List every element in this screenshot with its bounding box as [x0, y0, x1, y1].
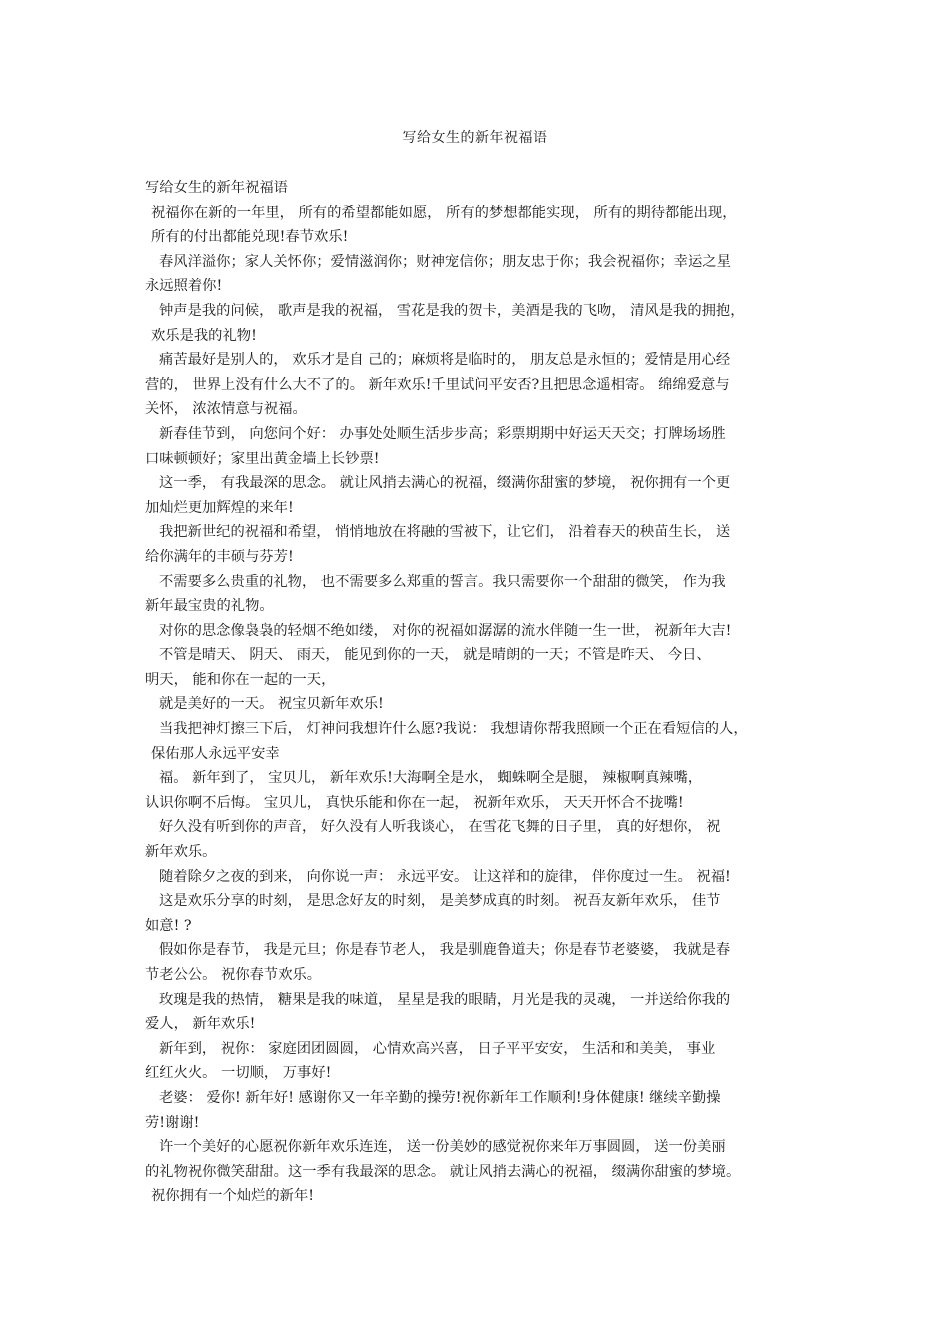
text-line: 就是美好的一天。 祝宝贝新年欢乐!	[159, 696, 384, 713]
text-line: 给你满年的丰硕与芬芳!	[145, 548, 294, 565]
text-line: 祝你拥有一个灿烂的新年!	[151, 1188, 315, 1205]
text-line: 写给女生的新年祝福语	[145, 180, 288, 196]
text-line: 红红火火。 一切顺， 万事好!	[145, 1065, 332, 1082]
text-line: 所有的付出都能兑现!春节欢乐!	[151, 229, 349, 246]
text-line: 新年到， 祝你： 家庭团团圆圆， 心情欢高兴喜， 日子平平安安， 生活和和美美， 事业	[159, 1040, 716, 1057]
text-line: 当我把神灯擦三下后， 灯神问我想许什么愿?我说： 我想请你帮我照顾一个正在看短信的人，	[159, 721, 748, 738]
text-line: 这是欢乐分享的时刻， 是思念好友的时刻， 是美梦成真的时刻。 祝吾友新年欢乐， 佳节	[159, 893, 721, 910]
text-line: 的礼物祝你微笑甜甜。这一季有我最深的思念。 就让风捎去满心的祝福， 缀满你甜蜜的梦境。	[145, 1163, 741, 1180]
text-line: 保佑那人永远平安幸	[151, 745, 280, 762]
text-line: 钟声是我的问候， 歌声是我的祝福， 雪花是我的贺卡，美酒是我的飞吻， 清风是我的拥抱，	[159, 302, 745, 319]
text-line: 新年欢乐。	[145, 844, 217, 861]
text-line: 营的， 世界上没有什么大不了的。 新年欢乐!千里试问平安否?且把思念遥相寄。 绵绵爱意与	[145, 376, 730, 393]
text-line: 明天， 能和你在一起的一天，	[145, 671, 336, 688]
text-line: 老婆： 爱你! 新年好! 感谢你又一年辛勤的操劳!祝你新年工作顺利!身体健康! 继续辛勤操	[159, 1089, 721, 1106]
document-title: 写给女生的新年祝福语	[402, 130, 548, 146]
text-line: 如意! ?	[145, 917, 192, 934]
text-line: 对你的思念像袅袅的轻烟不绝如缕， 对你的祝福如潺潺的流水伴随一生一世， 祝新年大吉!	[159, 622, 732, 639]
text-line: 爱人， 新年欢乐!	[145, 1016, 256, 1033]
text-line: 新春佳节到， 向您问个好： 办事处处顺生活步步高；彩票期期中好运天天交；打牌场场胜	[159, 425, 726, 442]
document-body	[145, 176, 817, 1209]
text-line: 认识你啊不后悔。 宝贝儿， 真快乐能和你在一起， 祝新年欢乐， 天天开怀合不拢嘴!	[145, 794, 684, 811]
text-line: 劳!谢谢!	[145, 1114, 200, 1131]
text-line: 永远照着你!	[145, 278, 223, 295]
text-line: 关怀， 浓浓情意与祝福。	[145, 401, 307, 418]
text-line: 许一个美好的心愿祝你新年欢乐连连， 送一份美妙的感觉祝你来年万事圆圆， 送一份美丽	[159, 1139, 726, 1156]
text-line: 春风洋溢你；家人关怀你；爱情滋润你；财神宠信你；朋友忠于你；我会祝福你；幸运之星	[159, 253, 731, 270]
text-line: 口味顿顿好；家里出黄金墙上长钞票!	[145, 450, 380, 467]
text-line: 我把新世纪的祝福和希望， 悄悄地放在将融的雪被下，让它们， 沿着春天的秧苗生长， 送	[159, 524, 731, 541]
text-line: 节老公公。 祝你春节欢乐。	[145, 967, 322, 983]
text-line: 假如你是春节， 我是元旦；你是春节老人， 我是驯鹿鲁道夫；你是春节老婆婆， 我就是春	[159, 942, 731, 959]
text-line: 玫瑰是我的热情， 糖果是我的味道， 星星是我的眼睛，月光是我的灵魂， 一并送给你我的	[159, 991, 731, 1008]
text-line: 福。 新年到了， 宝贝儿， 新年欢乐!大海啊全是水， 蜘蛛啊全是腿， 辣椒啊真辣嘴，	[159, 770, 703, 787]
text-line: 好久没有听到你的声音， 好久没有人听我谈心， 在雪花飞舞的日子里， 真的好想你， 祝	[159, 819, 721, 836]
text-line: 随着除夕之夜的到来， 向你说一声： 永远平安。 让这祥和的旋律， 伴你度过一生。 祝福!	[159, 868, 731, 885]
text-line: 痛苦最好是别人的， 欢乐才是自 己的；麻烦将是临时的， 朋友总是永恒的；爱情是用心经	[159, 352, 731, 369]
text-line: 祝福你在新的一年里， 所有的希望都能如愿， 所有的梦想都能实现， 所有的期待都能出现，	[151, 204, 737, 221]
text-line: 加灿烂更加辉煌的来年!	[145, 499, 294, 516]
text-line: 这一季， 有我最深的思念。 就让风捎去满心的祝福，缀满你甜蜜的梦境， 祝你拥有一个更	[159, 475, 731, 492]
text-line: 新年最宝贵的礼物。	[145, 598, 274, 615]
text-line: 欢乐是我的礼物!	[151, 327, 257, 344]
text-line: 不管是晴天、 阴天、 雨天， 能见到你的一天， 就是晴朗的一天；不管是昨天、 今日、	[159, 647, 711, 664]
text-line: 不需要多么贵重的礼物， 也不需要多么郑重的誓言。我只需要你一个甜甜的微笑， 作为我	[159, 573, 726, 590]
